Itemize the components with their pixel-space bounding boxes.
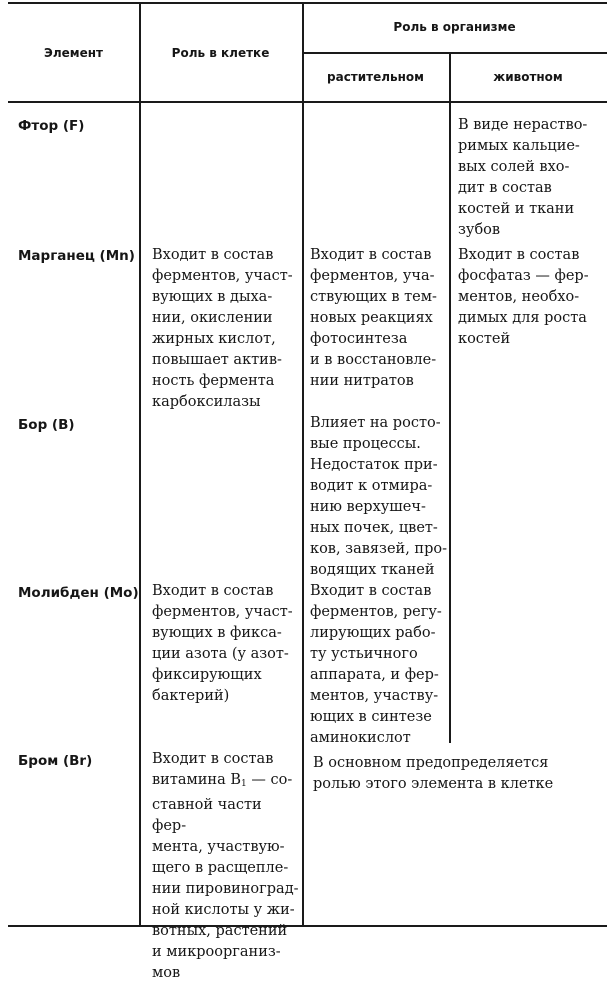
molybdenum-cell-role: Входит в состав ферментов, участ- вующих в фикса- ции азота (у азот- фиксирующих бактерий) <box>152 583 293 704</box>
column-divider-2 <box>302 2 304 926</box>
bromine-vitamin-tail: — со- <box>246 772 293 788</box>
header-element: Элемент <box>44 46 103 60</box>
table-bottom-border <box>8 925 607 927</box>
bromine-cell-role <box>152 749 300 984</box>
bromine-cell-line1: Входит в состав <box>152 751 274 767</box>
header-split-line <box>302 52 607 54</box>
column-divider-3 <box>449 52 451 743</box>
molybdenum-plant-role: Входит в состав ферментов, регу- лирующих рабо- ту устьичного аппарата, и фер- ментов, участву- ющих в синтезе аминокислот <box>310 583 442 746</box>
bromine-cell-rest: ставной части фер- мента, участвую- щего в расщепле- нии пировиноград- ной кислоты у жи- вотных, растений и микроорганиз- мов <box>152 797 299 981</box>
element-name-molybdenum: Молибден (Mo) <box>18 585 139 601</box>
bromine-vitamin-text: витамина B <box>152 772 242 788</box>
header-animal: животном <box>493 70 563 84</box>
header-plant: растительном <box>327 70 424 84</box>
bromine-organism-role: В основном предопределяется ролью этого элемента в клетке <box>313 755 554 792</box>
element-name-bromine: Бром (Br) <box>18 753 93 769</box>
header-bottom-border <box>8 101 607 103</box>
manganese-plant-role: Входит в состав ферментов, уча- ствующих в тем- новых реакциях фотосинтеза и в восстановле- нии нитратов <box>310 247 437 389</box>
element-name-fluorine: Фтор (F) <box>18 118 85 134</box>
element-name-boron: Бор (B) <box>18 417 75 433</box>
header-cell-role: Роль в клетке <box>171 46 270 60</box>
table-top-border <box>8 2 607 4</box>
header-organism-role: Роль в организме <box>393 20 516 34</box>
boron-plant-role: Влияет на росто- вые процессы. Недостаток при- водит к отмира- нию верхушеч- ных почек, цвет- ков, завязей, про- водящих тканей <box>310 415 447 578</box>
element-name-manganese: Марганец (Mn) <box>18 248 135 264</box>
column-divider-1 <box>139 2 141 926</box>
manganese-cell-role: Входит в состав ферментов, участ- вующих в дыха- нии, окислении жирных кислот, повышает актив- ность фермента карбоксилазы <box>152 247 293 410</box>
fluorine-animal-role: В виде нераство- римых кальцие- вых солей вхо- дит в состав костей и ткани зубов <box>458 117 588 238</box>
manganese-animal-role: Входит в состав фосфатаз — фер- ментов, необхо- димых для роста костей <box>458 247 589 347</box>
vitamin-subscript: 1 <box>241 779 247 789</box>
